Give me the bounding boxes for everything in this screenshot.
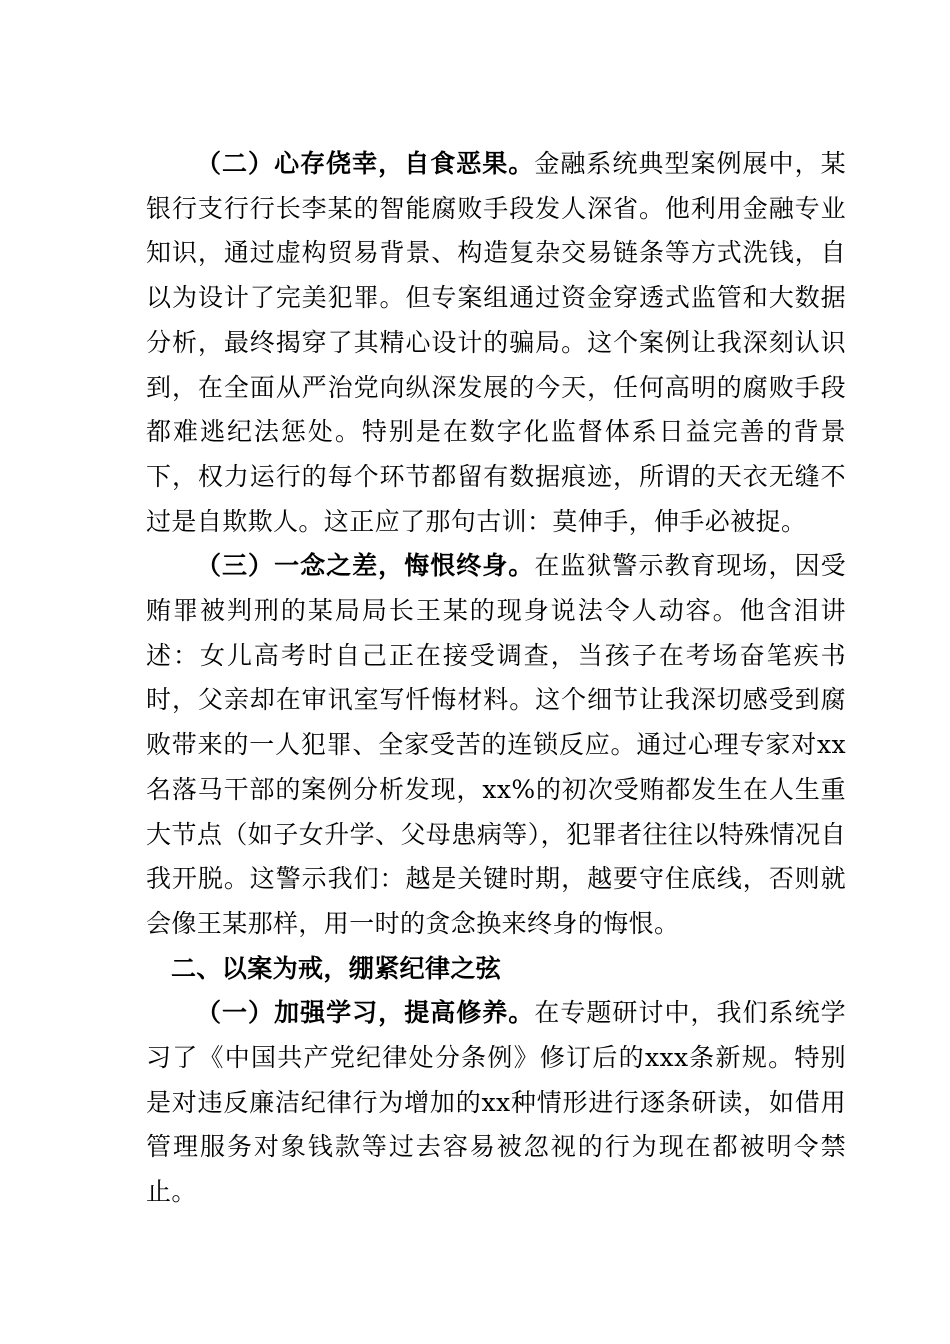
paragraph-text-section-3: 在监狱警示教育现场，因受贿罪被判刑的某局局长王某的现身说法令人动容。他含泪讲述：女儿高考时自己正在接受调查，当孩子在考场奋笔疾书时，父亲却在审讯室写忏悔材料。这个细节让我深切感受到腐败带来的一人犯罪、全家受苦的连锁反应。通过心理专家对xx名落马干部的案例分析发现，xx%的初次受贿都发生在人生重大节点（如子女升学、父母患病等），犯罪者往往以特殊情况自我开脱。这警示我们：越是关键时期，越要守住底线，否则就会像王某那样，用一时的贪念换来终身的悔恨。	[146, 551, 846, 938]
paragraph-text-section-2-1: 在专题研讨中，我们系统学习了《中国共产党纪律处分条例》修订后的xxx条新规。特别是对违反廉洁纪律行为增加的xx种情形进行逐条研读，如借用管理服务对象钱款等过去容易被忽视的行为现在都被明令禁止。	[146, 998, 846, 1207]
document-body	[146, 142, 846, 1215]
paragraph-lead-section-2: （二）心存侥幸，自食恶果。	[196, 149, 535, 178]
paragraph-lead-section-3: （三）一念之差，悔恨终身。	[196, 551, 535, 581]
paragraph-section-2	[146, 142, 846, 544]
paragraph-section-2-1	[146, 991, 846, 1215]
paragraph-section-3	[146, 544, 846, 946]
section-heading-2: 二、以案为戒，绷紧纪律之弦	[171, 953, 502, 983]
paragraph-lead-section-2-1: （一）加强学习，提高修养。	[196, 998, 535, 1028]
paragraph-text-section-2: 金融系统典型案例展中，某银行支行行长李某的智能腐败手段发人深省。他利用金融专业知识，通过虚构贸易背景、构造复杂交易链条等方式洗钱，自以为设计了完美犯罪。但专案组通过资金穿透式监管和大数据分析，最终揭穿了其精心设计的骗局。这个案例让我深刻认识到，在全面从严治党向纵深发展的今天，任何高明的腐败手段都难逃纪法惩处。特别是在数字化监督体系日益完善的背景下，权力运行的每个环节都留有数据痕迹，所谓的天衣无缝不过是自欺欺人。这正应了那句古训：莫伸手，伸手必被捉。	[146, 149, 846, 536]
